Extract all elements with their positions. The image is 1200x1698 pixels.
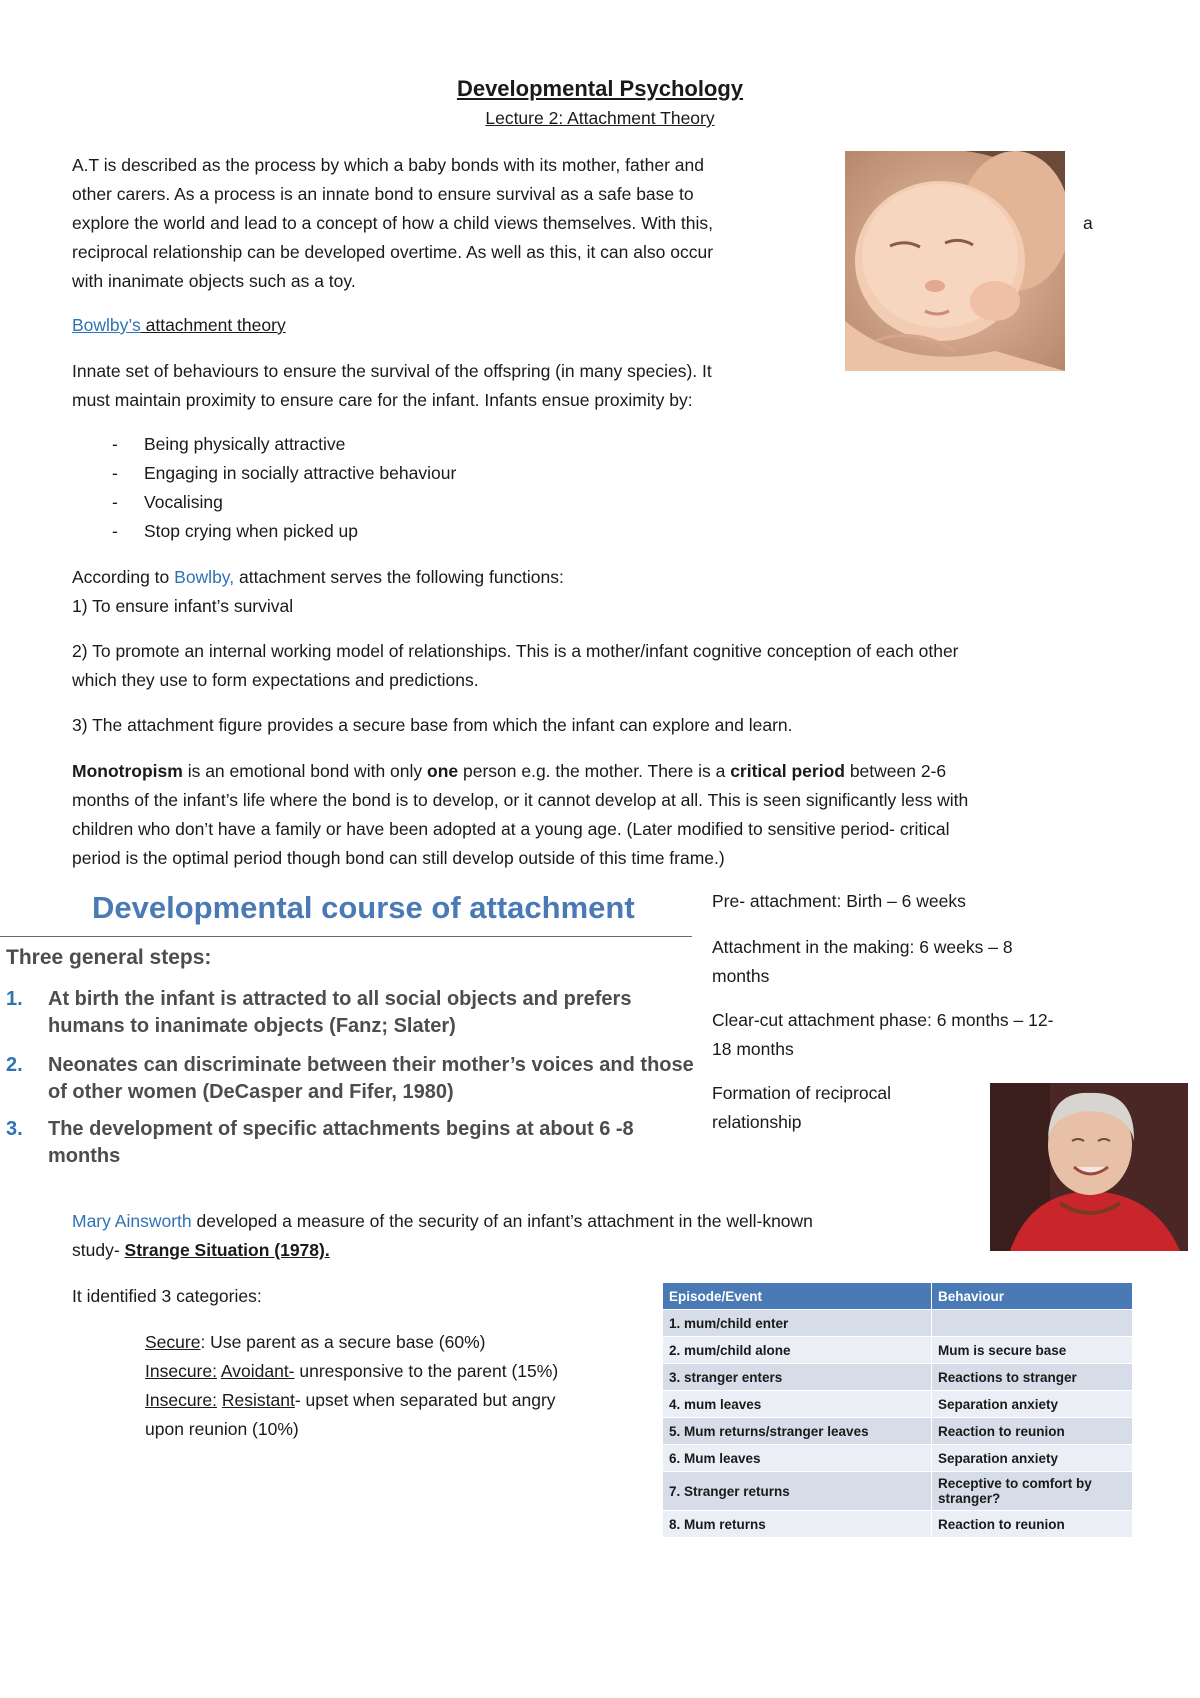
table-cell: 6. Mum leaves — [663, 1445, 932, 1472]
phase-4 — [712, 1079, 972, 1137]
table-row — [663, 1511, 1133, 1538]
table-cell: Receptive to comfort by stranger? — [932, 1472, 1133, 1511]
phase-4-line: Formation of reciprocal — [712, 1083, 891, 1103]
ainsworth-portrait — [990, 1083, 1188, 1251]
list-item: - Vocalising — [72, 488, 456, 517]
slide-step-number: 3. — [6, 1118, 23, 1140]
ainsworth-line-1 — [72, 1207, 972, 1236]
table-cell: 7. Stranger returns — [663, 1472, 932, 1511]
category-secure — [145, 1328, 645, 1357]
table-cell: Reactions to stranger — [932, 1364, 1133, 1391]
table-cell: 1. mum/child enter — [663, 1310, 932, 1337]
category-resistant — [145, 1386, 645, 1415]
list-item: - Being physically attractive — [72, 430, 456, 459]
page-subtitle: Lecture 2: Attachment Theory — [485, 108, 715, 128]
slide-step-number: 1. — [6, 988, 23, 1010]
intro-stray-char: a — [1083, 213, 1093, 233]
lecture-slide-excerpt — [0, 890, 700, 1190]
monotropism-term: Monotropism — [72, 761, 183, 781]
table-cell: Mum is secure base — [932, 1337, 1133, 1364]
intro-line: reciprocal relationship can be developed overtime. As well as this, it can also occur — [72, 242, 714, 262]
slide-step-text: At birth the infant is attracted to all social objects and prefers humans to inanimate objects (Fanz; Slater) — [48, 988, 632, 1037]
intro-line: other carers. As a process is an innate bond to ensure survival as a safe base to — [72, 184, 694, 204]
monotropism-line-1 — [72, 757, 1162, 786]
table-row — [663, 1310, 1133, 1337]
table-row — [663, 1364, 1133, 1391]
categories-list — [145, 1328, 645, 1444]
function-1: 1) To ensure infant’s survival — [72, 596, 294, 616]
phase-2 — [712, 933, 1092, 991]
table-cell: Separation anxiety — [932, 1445, 1133, 1472]
ainsworth-line-2 — [72, 1236, 972, 1265]
functions-lead-pre: According to — [72, 567, 175, 587]
table-cell: Separation anxiety — [932, 1391, 1133, 1418]
resistant-label: Resistant — [221, 1390, 295, 1410]
categories-intro: It identified 3 categories: — [72, 1286, 262, 1306]
bowlby-line: Innate set of behaviours to ensure the survival of the offspring (in many species). It — [72, 361, 712, 381]
table-cell: Reaction to reunion — [932, 1418, 1133, 1445]
table-header-row — [663, 1283, 1133, 1310]
phase-3-line: 18 months — [712, 1039, 794, 1059]
slide-title: Developmental course of attachment — [92, 890, 635, 925]
monotropism-line: months of the infant’s life where the bond is to develop, or it cannot develop at all. This is seen significantly less with — [72, 790, 969, 810]
phase-3-line: Clear-cut attachment phase: 6 months – 12- — [712, 1010, 1054, 1030]
secure-label: Secure — [145, 1332, 201, 1352]
table-row — [663, 1472, 1133, 1511]
monotropism-line: period is the optimal period though bond can still develop outside of this time frame.) — [72, 848, 725, 868]
strange-situation-table — [662, 1283, 1132, 1537]
intro-line: with inanimate objects such as a toy. — [72, 271, 356, 291]
slide-subtitle: Three general steps: — [6, 946, 212, 969]
table-cell: 8. Mum returns — [663, 1511, 932, 1538]
phase-2-line: Attachment in the making: 6 weeks – 8 — [712, 937, 1013, 957]
list-item: - Stop crying when picked up — [72, 517, 456, 546]
table-cell: Reaction to reunion — [932, 1511, 1133, 1538]
critical-period-term: critical period — [730, 761, 845, 781]
function-2-line: 2) To promote an internal working model of relationships. This is a mother/infant cognitive conception of each other — [72, 641, 959, 661]
bowlby-heading-rest: attachment theory — [140, 315, 286, 335]
ainsworth-link[interactable]: Mary Ainsworth — [72, 1211, 192, 1231]
bowlby-name-link[interactable]: Bowlby, — [174, 567, 235, 587]
table-row — [663, 1445, 1133, 1472]
table-row — [663, 1418, 1133, 1445]
intro-line: explore the world and lead to a concept of how a child views themselves. With this, — [72, 213, 714, 233]
list-item: - Engaging in socially attractive behaviour — [72, 459, 456, 488]
slide-step — [6, 1052, 696, 1106]
mother-baby-photo — [845, 151, 1065, 371]
functions-lead-post: attachment serves the following functions: — [234, 567, 564, 587]
table-row — [663, 1337, 1133, 1364]
table-cell: 5. Mum returns/stranger leaves — [663, 1418, 932, 1445]
ainsworth-paragraph — [72, 1207, 972, 1265]
slide-step-number: 2. — [6, 1054, 23, 1076]
intro-paragraph — [72, 151, 832, 296]
ainsworth-text: developed a measure of the security of an infant’s attachment in the well-known — [191, 1211, 813, 1231]
phase-4-line: relationship — [712, 1112, 802, 1132]
page-title: Developmental Psychology — [456, 76, 744, 101]
monotropism-text: is an emotional bond with only — [182, 761, 427, 781]
slide-step — [6, 1116, 696, 1170]
monotropism-text: person e.g. the mother. There is a — [458, 761, 731, 781]
category-avoidant — [145, 1357, 645, 1386]
slide-step-text: The development of specific attachments begins at about 6 -8 months — [48, 1118, 634, 1167]
table-cell: 4. mum leaves — [663, 1391, 932, 1418]
monotropism-paragraph — [72, 757, 1162, 873]
table-row — [663, 1391, 1133, 1418]
bowlby-link[interactable]: Bowlby’s — [72, 315, 141, 335]
resistant-text: - upset when separated but angry — [294, 1390, 556, 1410]
insecure-label: Insecure: — [145, 1390, 217, 1410]
function-2 — [72, 637, 1152, 695]
slide-step-text: Neonates can discriminate between their mother’s voices and those of other women (DeCasper and Fifer, 1980) — [48, 1054, 694, 1103]
insecure-label: Insecure: — [145, 1361, 217, 1381]
functions-lead — [72, 563, 564, 592]
resistant-text-cont: upon reunion (10%) — [145, 1419, 299, 1439]
ainsworth-photo — [990, 1083, 1188, 1251]
table-cell: 3. stranger enters — [663, 1364, 932, 1391]
avoidant-label: Avoidant- — [220, 1361, 295, 1381]
phase-1: Pre- attachment: Birth – 6 weeks — [712, 891, 966, 911]
function-3: 3) The attachment figure provides a secure base from which the infant can explore and learn. — [72, 715, 793, 735]
bowlby-line: must maintain proximity to ensure care for the infant. Infants ensue proximity by: — [72, 390, 693, 410]
table-header-cell: Behaviour — [932, 1283, 1133, 1310]
intro-line: A.T is described as the process by which a baby bonds with its mother, father and — [72, 155, 704, 175]
ainsworth-text: study- — [72, 1240, 125, 1260]
slide-divider — [0, 936, 692, 937]
phase-3 — [712, 1006, 1112, 1064]
strange-situation-term: Strange Situation (1978). — [124, 1240, 330, 1260]
avoidant-text: unresponsive to the parent (15%) — [294, 1361, 559, 1381]
slide-step — [6, 986, 696, 1040]
table-header-cell: Episode/Event — [663, 1283, 932, 1310]
bowlby-paragraph — [72, 357, 852, 415]
bowlby-heading — [72, 311, 286, 340]
monotropism-one: one — [427, 761, 459, 781]
monotropism-line: children who don’t have a family or have been adopted at a young age. (Later modified to sensitive period- critical — [72, 819, 950, 839]
mother-baby-illustration — [845, 151, 1065, 371]
function-2-line: which they use to form expectations and predictions. — [72, 670, 479, 690]
proximity-list — [72, 430, 456, 546]
secure-text: : Use parent as a secure base (60%) — [200, 1332, 486, 1352]
phase-2-line: months — [712, 966, 770, 986]
monotropism-text: between 2-6 — [844, 761, 947, 781]
table-cell: 2. mum/child alone — [663, 1337, 932, 1364]
table-cell — [932, 1310, 1133, 1337]
